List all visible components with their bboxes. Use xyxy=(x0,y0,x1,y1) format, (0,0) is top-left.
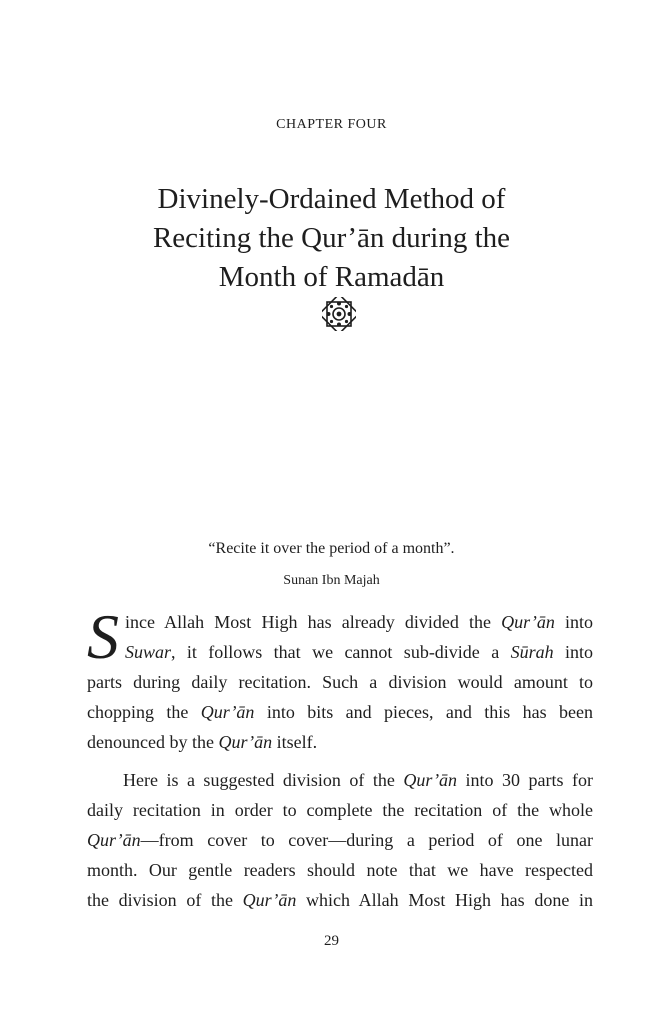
epigraph-quote: “Recite it over the period of a month”. xyxy=(208,540,455,557)
chapter-title-line: Month of Ramadān xyxy=(218,261,445,293)
chapter-label: CHAPTER FOUR xyxy=(276,117,387,132)
text-line: parts during daily recitation. Such a division would amount to xyxy=(87,672,593,692)
text-line: chopping the Qur’ān into bits and pieces, and this has been xyxy=(87,702,593,722)
text-line: Here is a suggested division of the Qur’ān into 30 parts for xyxy=(123,770,594,790)
drop-cap: S xyxy=(87,601,119,672)
chapter-title-line: Reciting the Qur’ān during the xyxy=(152,222,511,254)
floral-ornament-icon xyxy=(322,297,356,331)
chapter-title xyxy=(60,180,603,297)
text-line: ince Allah Most High has already divided the Qur’ān into xyxy=(125,612,593,632)
text-line: denounced by the Qur’ān itself. xyxy=(87,732,318,752)
page-number: 29 xyxy=(324,933,339,949)
text-line: month. Our gentle readers should note that we have respected xyxy=(87,860,593,880)
text-line: Suwar, it follows that we cannot sub-divide a Sūrah into xyxy=(125,642,593,662)
paragraph-1 xyxy=(87,601,593,757)
paragraph-2 xyxy=(87,765,593,915)
text-line: daily recitation in order to complete the recitation of the whole xyxy=(87,800,593,820)
text-line: Qur’ān—from cover to cover—during a period of one lunar xyxy=(87,830,593,850)
epigraph-source: Sunan Ibn Majah xyxy=(283,573,380,588)
text-line: the division of the Qur’ān which Allah Most High has done in xyxy=(87,890,594,910)
chapter-title-line: Divinely-Ordained Method of xyxy=(157,183,506,215)
